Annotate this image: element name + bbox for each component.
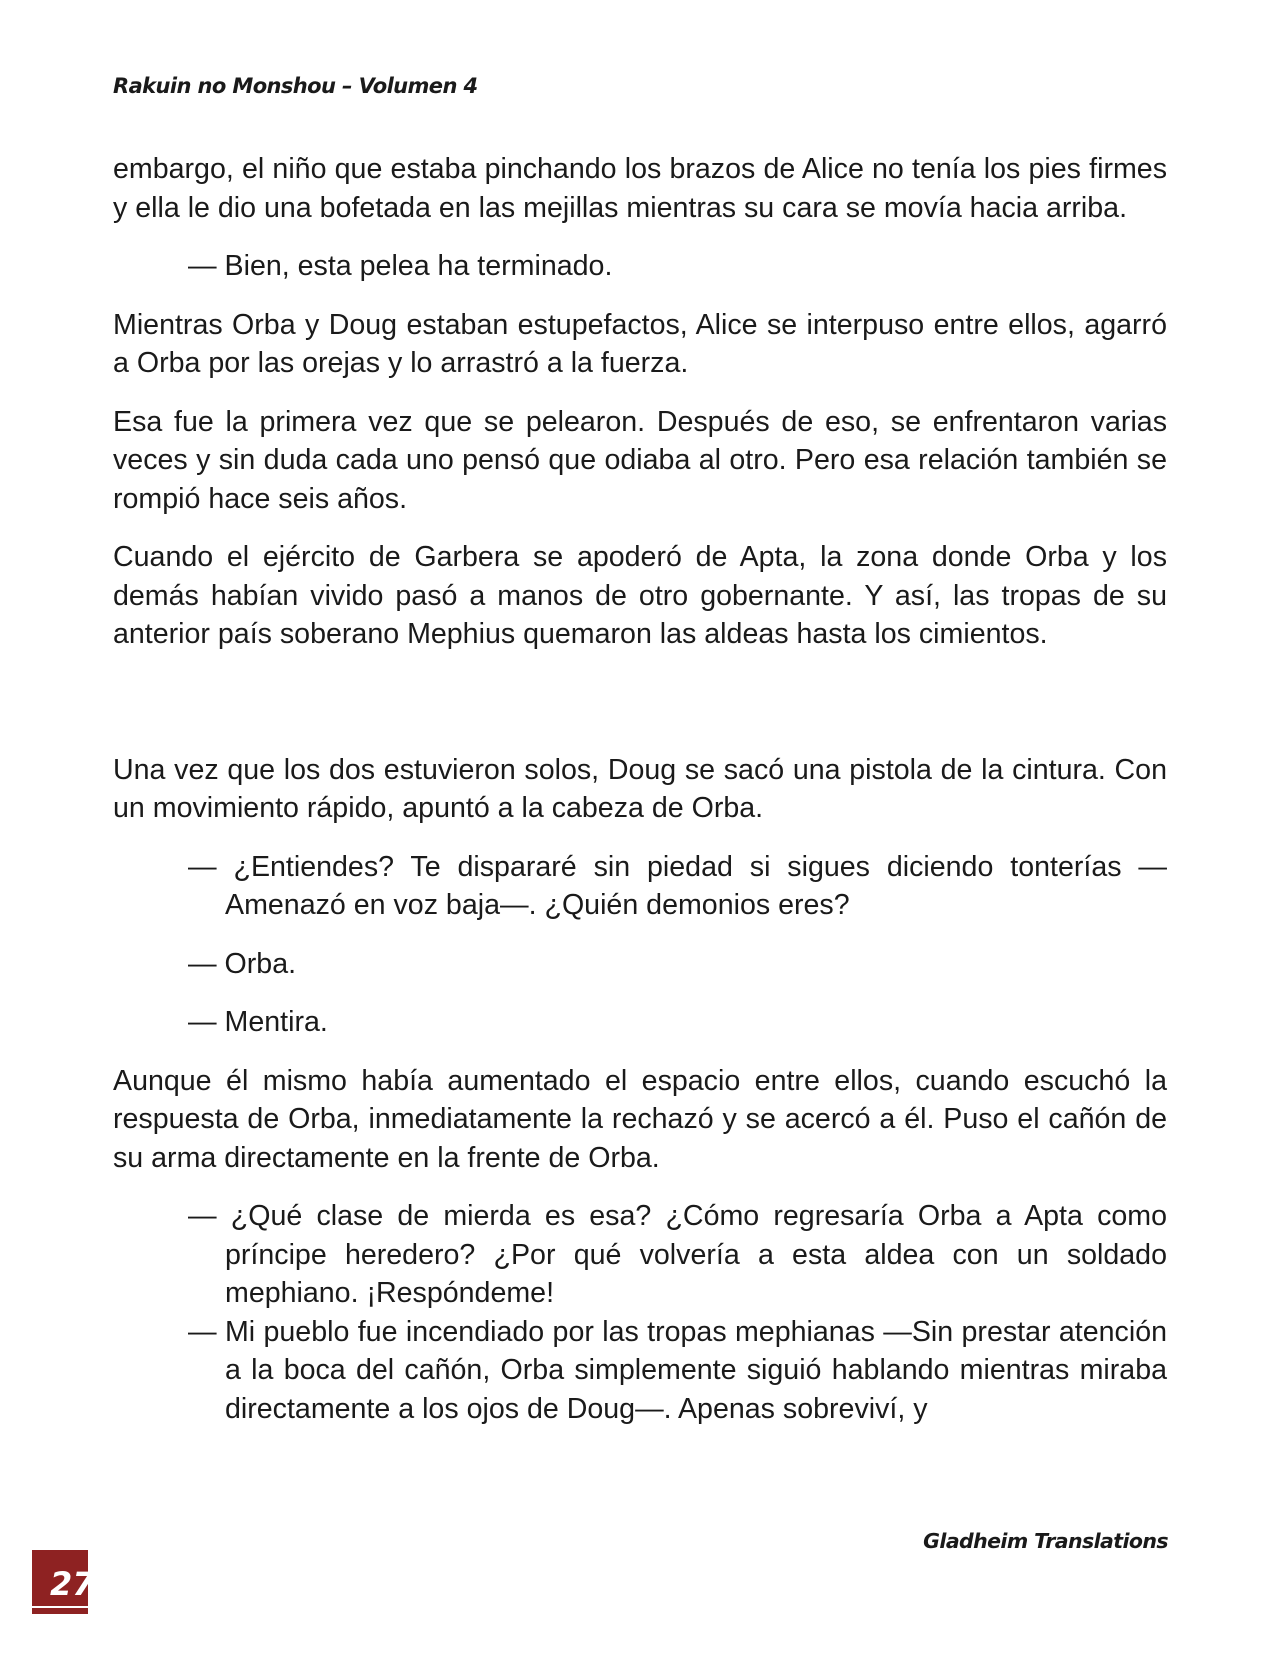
paragraph: Aunque él mismo había aumentado el espacio entre ellos, cuando escuchó la respuesta de Orba, inmediatamente la rechazó y se acercó a él. Puso el cañón de su arma directamente en la frente de Orba. bbox=[113, 1064, 1167, 1174]
dialogue-line: — Mi pueblo fue incendiado por las tropas mephianas —Sin prestar atención a la boca del cañón, Orba simplemente siguió hablando mientras miraba directamente a los ojos de Doug—. Apenas sobreviví, y bbox=[188, 1315, 1167, 1425]
dialogue-line: — Mentira. bbox=[188, 1006, 328, 1038]
running-header: Rakuin no Monshou – Volumen 4 bbox=[113, 74, 478, 98]
dialogue-line: — ¿Qué clase de mierda es esa? ¿Cómo regresaría Orba a Apta como príncipe heredero? ¿Por qué volvería a esta aldea con un soldado mephiano. ¡Respóndeme! bbox=[188, 1200, 1167, 1309]
paragraph: Esa fue la primera vez que se pelearon. Después de eso, se enfrentaron varias veces y sin duda cada uno pensó que odiaba al otro. Pero esa relación también se rompió hace seis años. bbox=[113, 405, 1167, 515]
dialogue-line: — Bien, esta pelea ha terminado. bbox=[188, 250, 613, 282]
scene-break bbox=[113, 674, 1167, 751]
page-number-underline bbox=[32, 1606, 88, 1608]
paragraph: Una vez que los dos estuvieron solos, Doug se sacó una pistola de la cintura. Con un movimiento rápido, apuntó a la cabeza de Orba. bbox=[113, 753, 1167, 824]
paragraph: embargo, el niño que estaba pinchando los brazos de Alice no tenía los pies firmes y ella le dio una bofetada en las mejillas mientras su cara se movía hacia arriba. bbox=[113, 153, 1167, 224]
paragraph: Mientras Orba y Doug estaban estupefactos, Alice se interpuso entre ellos, agarró a Orba por las orejas y lo arrastró a la fuerza. bbox=[113, 308, 1167, 379]
dialogue-line: — Orba. bbox=[188, 947, 297, 980]
paragraph: Cuando el ejército de Garbera se apoderó de Apta, la zona donde Orba y los demás habían vivido pasó a manos de otro gobernante. Y así, las tropas de su anterior país soberano Mephius quemaron las aldeas hasta los cimientos. bbox=[113, 541, 1167, 650]
page-body bbox=[113, 150, 1167, 1428]
dialogue-line: — ¿Entiendes? Te dispararé sin piedad si sigues diciendo tonterías — Amenazó en voz baja—. ¿Quién demonios eres? bbox=[188, 850, 1167, 921]
page-number-badge bbox=[32, 1550, 95, 1614]
footer-credit: Gladheim Translations bbox=[923, 1529, 1168, 1553]
page-number: 27 bbox=[50, 1565, 95, 1603]
